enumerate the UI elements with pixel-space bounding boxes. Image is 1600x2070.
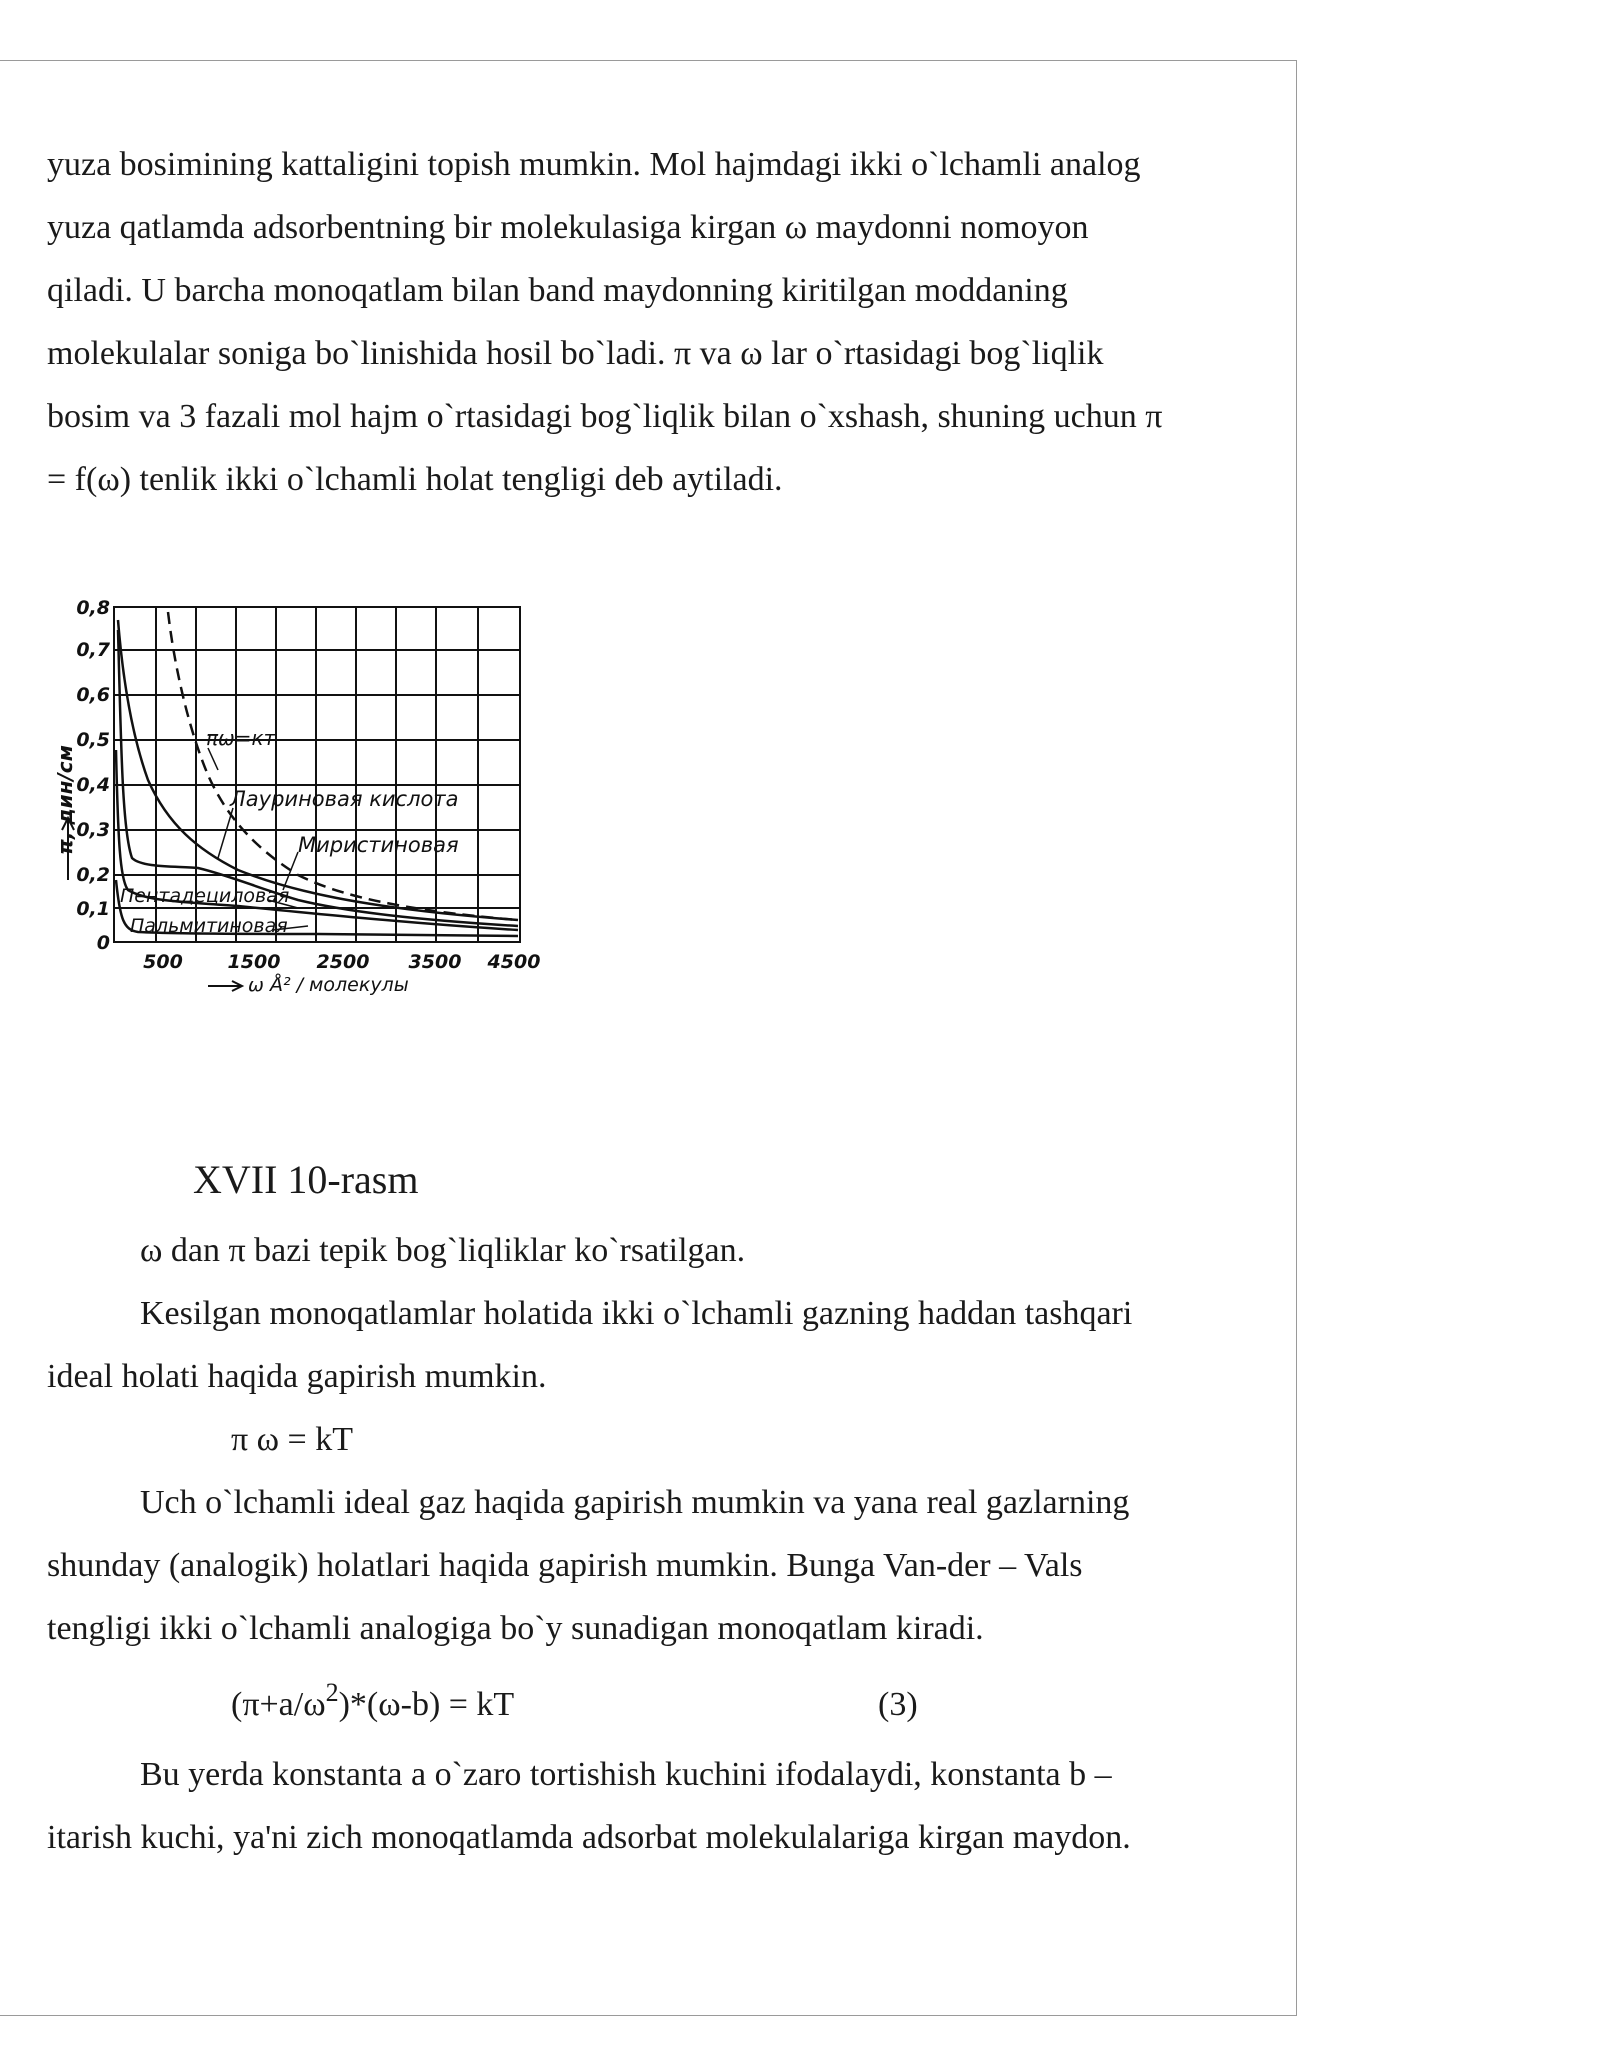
ideal-curve-label: πω=кт <box>206 726 276 750</box>
x-tick-label: 500 <box>143 951 183 973</box>
text-line: yuza bosimining kattaligini topish mumkin. Mol hajmdagi ikki o`lchamli analog <box>47 146 1141 183</box>
figure-caption: XVII 10-rasm <box>193 1157 419 1202</box>
text-line: Bu yerda konstanta a o`zaro tortishish kuchini ifodalaydi, konstanta b – <box>140 1756 1112 1793</box>
y-tick-label: 0,5 <box>76 729 110 751</box>
y-axis-label: π, дин/см <box>53 745 77 855</box>
y-tick-label: 0,8 <box>76 597 110 619</box>
text-line: bosim va 3 fazali mol hajm o`rtasidagi bog`liqlik bilan o`xshash, shuning uchun π <box>47 398 1163 435</box>
x-axis-arrow <box>208 981 242 991</box>
y-tick-label: 0,3 <box>76 819 110 841</box>
text-line: ω dan π bazi tepik bog`liqliklar ko`rsatilgan. <box>140 1232 746 1269</box>
formula-left: (π+a/ω <box>231 1686 326 1723</box>
palmitic-curve-label: Пальмитиновая <box>130 915 288 937</box>
x-tick-label: 3500 <box>408 951 462 973</box>
myristic-curve-label: Миристиновая <box>298 833 459 857</box>
x-tick-label: 4500 <box>487 951 541 973</box>
text-line: tengligi ikki o`lchamli analogiga bo`y sunadigan monoqatlam kiradi. <box>47 1610 984 1647</box>
x-axis-label: ω Å² / молекулы <box>248 974 409 996</box>
y-tick-label: 0,2 <box>76 864 110 886</box>
lauric-curve-label: Лауриновая кислота <box>230 787 459 811</box>
text-line: ideal holati haqida gapirish mumkin. <box>47 1358 547 1395</box>
isotherm-plot <box>53 590 558 1020</box>
formula-ideal-gas: π ω = kT <box>231 1421 353 1458</box>
equation-number: (3) <box>878 1686 918 1723</box>
x-tick-labels <box>143 951 540 973</box>
y-tick-label: 0,1 <box>76 898 110 920</box>
formula-right: )*(ω-b) = kT <box>338 1686 515 1723</box>
y-tick-label: 0,6 <box>76 684 110 706</box>
text-line: = f(ω) tenlik ikki o`lchamli holat tengligi deb aytiladi. <box>47 461 783 498</box>
formula-exponent: 2 <box>325 1677 339 1707</box>
y-tick-label: 0,4 <box>76 774 110 796</box>
text-line: itarish kuchi, ya'ni zich monoqatlamda adsorbat molekulalariga kirgan maydon. <box>47 1819 1131 1856</box>
y-tick-labels <box>76 597 110 954</box>
text-line: qiladi. U barcha monoqatlam bilan band maydonning kiritilgan moddaning <box>47 272 1068 309</box>
text-line: Kesilgan monoqatlamlar holatida ikki o`lchamli gazning haddan tashqari <box>140 1295 1133 1332</box>
x-tick-label: 1500 <box>227 951 281 973</box>
text-line: shunday (analogik) holatlari haqida gapirish mumkin. Bunga Van-der – Vals <box>47 1547 1083 1584</box>
text-line: molekulalar soniga bo`linishida hosil bo`ladi. π va ω lar o`rtasidagi bog`liqlik <box>47 335 1104 372</box>
text-line: yuza qatlamda adsorbentning bir molekulasiga kirgan ω maydonni nomoyon <box>47 209 1089 246</box>
text-line: Uch o`lchamli ideal gaz haqida gapirish mumkin va yana real gazlarning <box>140 1484 1130 1521</box>
y-tick-label: 0,7 <box>76 639 110 661</box>
formula-van-der-waals <box>231 1677 515 1723</box>
pentadecyl-curve-label: Пентадециловая <box>120 885 290 907</box>
y-tick-label: 0 <box>96 932 110 954</box>
isotherm-figure <box>53 590 558 1020</box>
x-tick-label: 2500 <box>316 951 370 973</box>
